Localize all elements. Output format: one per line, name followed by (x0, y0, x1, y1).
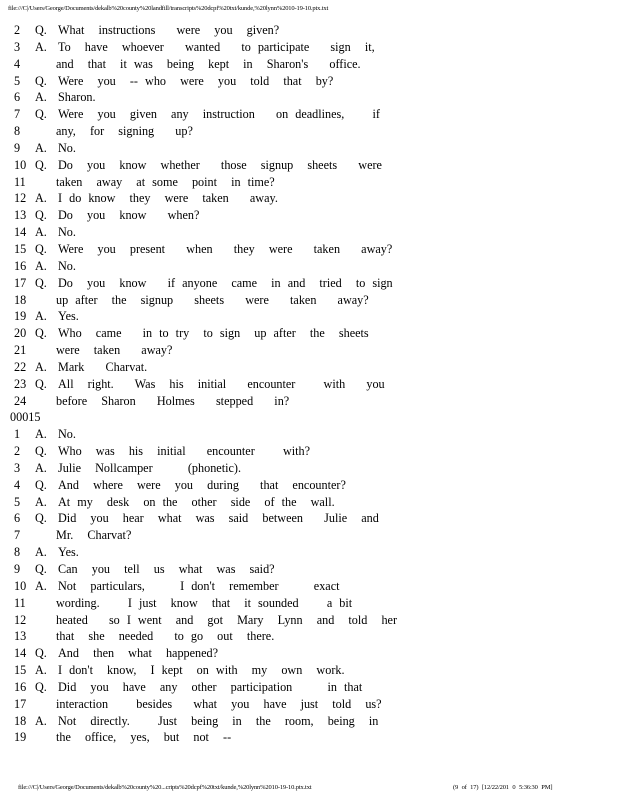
transcript-line (0, 477, 618, 494)
transcript-line (0, 612, 618, 629)
line-text: Do you know when? (58, 208, 200, 223)
line-number: 14 (14, 225, 27, 240)
line-number: 10 (14, 578, 27, 593)
line-text: What instructions were you given? (58, 23, 280, 37)
line-text: At my desk on the other side of the wall. (58, 494, 335, 509)
line-text: Not particulars, I don't remember exact (58, 578, 340, 593)
speaker-label: Q. (35, 326, 47, 341)
transcript-line (0, 106, 618, 123)
line-text: taken away at some point in time? (56, 174, 275, 189)
transcript-line (0, 89, 618, 106)
transcript-line (0, 241, 618, 258)
speaker-label: A. (35, 578, 47, 593)
line-text: And then what happened? (58, 646, 219, 661)
speaker-label: A. (35, 663, 47, 678)
line-number: 22 (14, 359, 27, 374)
line-number: 5 (14, 73, 21, 88)
transcript-line (0, 292, 618, 309)
transcript-line (0, 645, 618, 662)
speaker-label: A. (35, 225, 47, 240)
line-text: No. (58, 225, 76, 240)
line-text: Were you present when they were taken away? (58, 241, 393, 256)
line-text: To have whoever wanted to participate sign it, (58, 39, 375, 54)
line-number: 18 (14, 292, 27, 307)
line-text: Sharon. (58, 90, 96, 105)
transcript-line (0, 443, 618, 460)
line-number: 17 (14, 696, 27, 711)
line-text: Who came in to try to sign up after the sheets (58, 326, 369, 341)
line-text: were taken away? (56, 343, 173, 358)
transcript-line (0, 578, 618, 595)
line-text: up after the signup sheets were taken away? (56, 292, 369, 307)
line-number: 7 (14, 528, 21, 543)
transcript-line (0, 140, 618, 157)
transcript-line (0, 190, 618, 207)
speaker-label: Q. (35, 107, 47, 122)
page-marker: 00015 (10, 410, 41, 425)
speaker-label: Q. (35, 444, 47, 459)
line-text: that she needed to go out there. (56, 629, 275, 644)
line-text: heated so I went and got Mary Lynn and told her (56, 612, 398, 627)
line-text: any, for signing up? (56, 124, 193, 139)
speaker-label: A. (35, 191, 47, 206)
footer-path: file:///C|/Users/George/Documents/dekalb%20county%20...cripts%20dcpf%20txt/kunde,%20lynn%2010-19-10.ptx.txt (18, 784, 312, 791)
transcript-line (0, 393, 618, 410)
speaker-label: A. (35, 309, 47, 324)
line-number: 8 (14, 124, 21, 139)
speaker-label: Q. (35, 679, 47, 694)
speaker-label: Q. (35, 275, 47, 290)
line-text: the office, yes, but not -- (56, 730, 232, 745)
line-text: I do know they were taken away. (58, 191, 278, 206)
transcript-line (0, 696, 618, 713)
line-text: Do you know if anyone came in and tried to sign (58, 275, 393, 290)
transcript-line (0, 174, 618, 191)
transcript-line (0, 39, 618, 56)
transcript-line (0, 713, 618, 730)
line-text: No. (58, 258, 76, 273)
transcript-line (0, 22, 618, 39)
line-number: 15 (14, 241, 27, 256)
transcript-page-2 (0, 426, 618, 746)
transcript-line (0, 628, 618, 645)
line-number: 9 (14, 562, 21, 576)
speaker-label: A. (35, 90, 47, 105)
line-number: 10 (14, 157, 27, 172)
transcript-line (0, 426, 618, 443)
line-number: 3 (14, 460, 21, 475)
line-text: Can you tell us what was said? (58, 562, 275, 576)
speaker-label: A. (35, 494, 47, 509)
transcript-line (0, 157, 618, 174)
transcript-line (0, 359, 618, 376)
line-number: 8 (14, 545, 21, 560)
speaker-label: Q. (35, 241, 47, 256)
speaker-label: Q. (35, 477, 47, 492)
line-number: 16 (14, 679, 27, 694)
line-number: 17 (14, 275, 27, 290)
line-text: Were you -- who were you told that by? (58, 73, 334, 88)
speaker-label: A. (35, 140, 47, 155)
transcript-line (0, 595, 618, 612)
line-text: No. (58, 427, 76, 442)
line-number: 12 (14, 191, 27, 206)
line-number: 3 (14, 39, 21, 54)
line-text: And where were you during that encounter? (58, 477, 346, 492)
line-number: 23 (14, 376, 27, 391)
line-text: Not directly. Just being in the room, being in (58, 713, 379, 728)
line-number: 11 (14, 595, 26, 610)
line-text: Do you know whether those signup sheets were (58, 157, 382, 172)
line-number: 2 (14, 444, 21, 459)
line-text: Did you hear what was said between Julie and (58, 511, 379, 526)
speaker-label: Q. (35, 646, 47, 661)
line-text: wording. I just know that it sounded a bit (56, 595, 353, 610)
line-number: 18 (14, 713, 27, 728)
transcript-line (0, 494, 618, 511)
speaker-label: Q. (35, 562, 47, 576)
line-number: 11 (14, 174, 26, 189)
transcript-line (0, 544, 618, 561)
line-number: 5 (14, 494, 21, 509)
transcript-line (0, 224, 618, 241)
line-text: Yes. (58, 309, 79, 324)
footer-page-info: (9 of 17) [12/22/201 0 5:36:30 PM] (453, 784, 553, 791)
line-text: Who was his initial encounter with? (58, 444, 311, 459)
speaker-label: Q. (35, 23, 47, 37)
line-text: Mr. Charvat? (56, 528, 132, 543)
transcript-line (0, 729, 618, 746)
line-number: 12 (14, 612, 27, 627)
line-number: 9 (14, 140, 21, 155)
transcript-line (0, 275, 618, 292)
transcript-page-1 (0, 22, 618, 409)
line-text: before Sharon Holmes stepped in? (56, 393, 290, 408)
transcript-line (0, 510, 618, 527)
transcript-line (0, 258, 618, 275)
line-number: 20 (14, 326, 27, 341)
line-text: Were you given any instruction on deadlines, if (58, 107, 380, 122)
line-number: 16 (14, 258, 27, 273)
transcript-line (0, 561, 618, 578)
speaker-label: A. (35, 713, 47, 728)
transcript-line (0, 527, 618, 544)
line-number: 7 (14, 107, 21, 122)
file-path-header: file:///C|/Users/George/Documents/dekalb%20county%20landfill/transcripts%20dcpf%20txt/kunde,%20lynn%2010-19-10.ptx.txt (8, 5, 329, 12)
transcript-body (0, 22, 618, 746)
line-number: 2 (14, 23, 21, 37)
line-text: interaction besides what you have just told us? (56, 696, 382, 711)
speaker-label: Q. (35, 511, 47, 526)
line-number: 24 (14, 393, 27, 408)
speaker-label: Q. (35, 73, 47, 88)
line-number: 4 (14, 477, 21, 492)
speaker-label: A. (35, 460, 47, 475)
transcript-line (0, 662, 618, 679)
line-number: 6 (14, 511, 21, 526)
line-number: 13 (14, 629, 27, 644)
line-text: No. (58, 140, 76, 155)
transcript-line (0, 325, 618, 342)
line-text: Did you have any other participation in that (58, 679, 363, 694)
line-text: All right. Was his initial encounter with you (58, 376, 385, 391)
speaker-label: A. (35, 258, 47, 273)
speaker-label: A. (35, 427, 47, 442)
line-text: Julie Nollcamper (phonetic). (58, 460, 242, 475)
speaker-label: Q. (35, 208, 47, 223)
speaker-label: A. (35, 359, 47, 374)
transcript-line (0, 460, 618, 477)
line-text: and that it was being kept in Sharon's office. (56, 56, 361, 71)
line-number: 21 (14, 343, 27, 358)
speaker-label: A. (35, 39, 47, 54)
line-number: 6 (14, 90, 21, 105)
speaker-label: Q. (35, 376, 47, 391)
transcript-line (0, 207, 618, 224)
line-text: Yes. (58, 545, 79, 560)
line-number: 14 (14, 646, 27, 661)
transcript-line (0, 123, 618, 140)
transcript-line (0, 376, 618, 393)
line-number: 1 (14, 427, 21, 442)
speaker-label: A. (35, 545, 47, 560)
line-text: Mark Charvat. (58, 359, 148, 374)
line-number: 19 (14, 309, 27, 324)
transcript-line (0, 73, 618, 90)
line-number: 19 (14, 730, 27, 745)
transcript-line (0, 308, 618, 325)
line-number: 15 (14, 663, 27, 678)
transcript-line (0, 342, 618, 359)
line-text: I don't know, I kept on with my own work. (58, 663, 345, 678)
line-number: 4 (14, 56, 21, 71)
speaker-label: Q. (35, 157, 47, 172)
line-number: 13 (14, 208, 27, 223)
transcript-line (0, 679, 618, 696)
transcript-line (0, 56, 618, 73)
